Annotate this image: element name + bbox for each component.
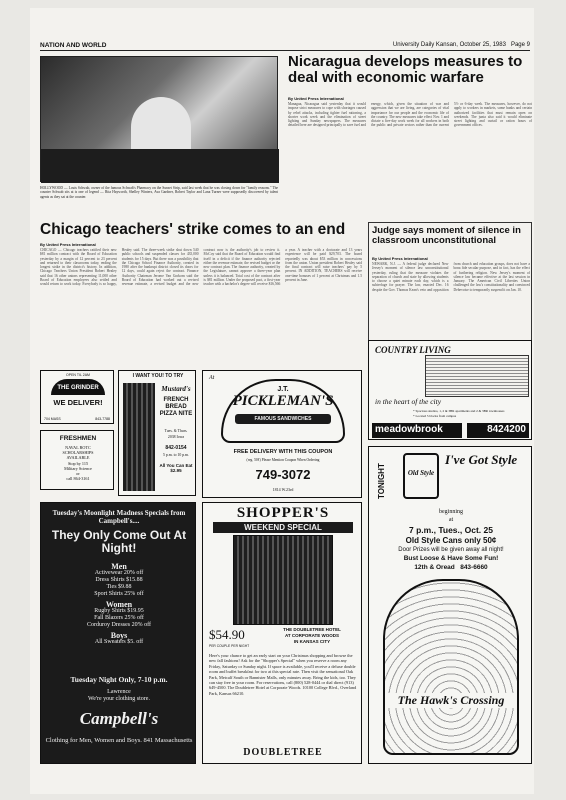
mustards-logo: Mustard's (161, 385, 191, 393)
oldstyle-date: 7 p.m., Tues., Oct. 25 (409, 525, 493, 535)
byline-chicago: By United Press International (40, 242, 96, 247)
men-item: Dress Shirts $15.88 (95, 577, 143, 583)
picklemans-address: 1814 W.23rd (272, 487, 294, 492)
ad-grinder[interactable] (40, 370, 114, 424)
mustards-address: 2038 Iowa (167, 435, 185, 439)
picklemans-phone: 749-3072 (255, 467, 311, 482)
doubletree-logo: DOUBLETREE (243, 747, 323, 758)
mustards-phone: 842-0154 (165, 445, 187, 451)
story-judge-body: NEWARK, N.J. — A federal judge declared New Jersey's moment of silence law unconstitutional yesterday, ruling that the measure violates the separation of church and state by allowing students to choose a quiet minute each day, which is a subterfuge for prayer. The law, enacted Dec. 16 despite the Gov. Thomas Kean's veto and opposition from church and education groups, does not have a bona fide secular purpose, and in fact, has the effect of furthering religion. New Jersey's moment of silence law became effective at the last session in January. The American Civil Liberties Union challenged the law's constitutionality and convinced Debevoise to temporarily suspend it on Jan. 10. (372, 262, 530, 292)
page-number: Page 9 (510, 42, 530, 48)
picklemans-at: At (209, 375, 215, 381)
women-item: Rugby Shirts $19.95 (94, 608, 144, 614)
campbells-promo-1: Lawrence (107, 689, 131, 695)
shoppers-hotel-3: IN KANSAS CITY (293, 639, 331, 644)
ad-meadowbrook[interactable] (368, 340, 532, 440)
rotc-line-4: Stop by 115 (67, 460, 89, 466)
meadowbrook-note: * Spacious studios, 1, 2 & 3BR apartments and 2 & 3BR townhouses (413, 409, 505, 413)
shoppers-price-note: PER COUPLE PER NIGHT (209, 644, 250, 648)
shoppers-body: Here's your chance to get an early start on your Christmas shopping and browse the new fall fashions! Ask for the "Shopper's Special" when you reserve a room any Friday, Saturday or Sunday night. If space is available, you'll receive a deluxe double room and buffet breakfast for two at this special rate. Then visit the sensational Oak Park, Metcalf South or Bannister Malls, only minutes away. Bring the kids, too. They can stay free in your room. For reservations, call (800) 528-0444 or dial direct (913) 649-4500. The Doubletree Hotel at Corporate Woods. 10100 College Blvd., Overland Park, Kansas 66210. (209, 653, 357, 696)
picklemans-logo (221, 379, 345, 443)
picklemans-name: PICKLEMAN'S (232, 393, 334, 409)
campbells-promo-2: We're your clothing store. (88, 696, 150, 702)
mustards-sub-note: Tues. & Thurs. (164, 429, 188, 433)
shoppers-price: $54.90 (209, 627, 245, 642)
rotc-line-3: AVAILABLE (66, 455, 90, 461)
oldstyle-special: Old Style Cans only 50¢ (405, 536, 497, 545)
rotc-line-1: NAVAL ROTC (65, 445, 91, 450)
ad-mustards[interactable] (118, 370, 196, 496)
men-item: Sport Shirts 25% off (94, 591, 144, 597)
rotc-details (41, 445, 114, 481)
ad-old-style[interactable] (368, 446, 532, 764)
ad-rotc[interactable] (40, 430, 114, 490)
headline-judge: Judge says moment of silence in classroom unconstitutional (372, 225, 521, 246)
shopping-bags-illustration (233, 535, 333, 625)
mustards-headline: I WANT YOU! TO TRY (132, 373, 184, 379)
hawks-crossing-illustration (383, 579, 519, 755)
mustards-time: 5 p.m. to 10 p.m. (163, 453, 189, 457)
old-style-can-logo: Old Style (403, 453, 439, 499)
rotc-line-5: Military Science (64, 465, 92, 471)
shoppers-hotel-2: AT CORPORATE WOODS (284, 633, 340, 638)
mustards-item: FRENCH BREAD PIZZA NITE (159, 397, 193, 417)
oldstyle-promo: I've Got Style (445, 452, 518, 467)
grinder-tagline: WE DELIVER! (53, 398, 103, 407)
section-title: NATION AND WORLD (40, 42, 107, 49)
oldstyle-prizes: Door Prizes will be given away all night! (398, 547, 504, 553)
ad-shoppers-special[interactable] (202, 502, 362, 764)
men-item: Ties $9.88 (106, 584, 132, 590)
photo-subject (131, 97, 191, 157)
shoppers-hotel-1: THE DOUBLETREE HOTEL (283, 627, 341, 632)
men-title: Men (111, 562, 127, 571)
country-scene-illustration (425, 355, 529, 397)
photo-caption: HOLLYWOOD — Louis Schwab, owner of the famous Schwab's Pharmacy on the Sunset Strip, said last week that he was closing down for "family reasons." The counter Schwab sits at is one of legend — Rita Hayworth, Shelley Winters, Ava Gardner, Robert Taylor and Lana Turner were supposedly discovered by talent agents as they sat at the counter. (40, 186, 278, 199)
campbells-logo: Campbell's (79, 709, 159, 728)
rotc-line-7: call 864-3161 (66, 476, 90, 482)
dateline: University Daily Kansan, October 25, 1983 (392, 42, 506, 48)
women-item: Corduroy Dresses 20% off (86, 622, 152, 628)
page-header (40, 41, 530, 51)
rotc-line-2: SCHOLARSHIPS (62, 450, 94, 456)
boys-item: All Sweaters $5. off (94, 639, 144, 645)
oldstyle-phone: 843-6660 (460, 564, 488, 571)
picklemans-delivery: FREE DELIVERY WITH THIS COUPON (233, 449, 333, 455)
picklemans-ribbon: FAMOUS SANDWICHES (235, 414, 331, 424)
byline-judge: By United Press International (372, 256, 428, 261)
rotc-title: FRESHMEN (59, 435, 97, 442)
hawks-crossing-logo: The Hawk's Crossing (385, 693, 517, 708)
picklemans-fine-print: (reg. 50¢) Please Mention Coupon When Ordering (246, 458, 320, 462)
women-title: Women (105, 600, 133, 609)
shoppers-title-1: SHOPPER'S (236, 505, 330, 521)
ad-picklemans[interactable] (202, 370, 362, 498)
oldstyle-beginning: beginning (439, 509, 463, 515)
grinder-phone: 843-7788 (95, 417, 110, 421)
photo-counter (41, 149, 279, 183)
meadowbrook-subtitle: in the heart of the city (375, 397, 442, 406)
meadowbrook-note-2: * Located 5 blocks from campus (413, 414, 457, 418)
uncle-sam-illustration (123, 383, 155, 491)
ad-campbells[interactable] (40, 502, 196, 764)
grinder-logo: THE GRINDER (51, 379, 105, 395)
oldstyle-tonight: TONIGHT (377, 463, 386, 499)
shoppers-title-2: WEEKEND SPECIAL (213, 522, 353, 533)
mustards-deal: All You Can Eat $2.95 (159, 463, 193, 473)
boys-title: Boys (110, 631, 128, 640)
oldstyle-bus: Bust Loose & Have Some Fun! (403, 555, 499, 562)
headline-chicago: Chicago teachers' strike comes to an end (40, 221, 346, 238)
campbells-time: Tuesday Night Only, 7-10 p.m. (70, 675, 168, 684)
grinder-hours: OPEN TIL 2AM (66, 373, 90, 377)
campbells-footer: Clothing for Men, Women and Boys. 841 Massachusetts (45, 737, 193, 744)
headline-nicaragua: Nicaragua develops measures to deal with economic warfare (288, 53, 523, 86)
campbells-headline: They Only Come Out At Night! (51, 528, 187, 555)
byline-nicaragua: By United Press International (288, 96, 344, 101)
meadowbrook-title: COUNTRY LIVING (375, 345, 451, 355)
grinder-address: 704 MASS (44, 417, 61, 421)
schwab-photo (40, 56, 278, 182)
meadowbrook-logo: meadowbrook (372, 423, 462, 438)
rotc-line-6: or (76, 471, 80, 477)
story-chicago-body: CHICAGO — Chicago teachers ratified their new $81 million contract with the Board of Education yesterday by a margin of 12 percent to 23 percent and returned to their classrooms today, ending the longest strike in the district's history. In addition, Chicago Teachers Union President Robert Healey said that 16 other unions representing 11,000 other Board of Education employees also settled and would return to work today. Everybody is so happy, Healey said. The three-week strike shut down 540 public schools and suspended classes for 435,000 students for 15 days. But there was a possibility that the Chicago School Finance Authority, created in 1980 after the bankrupt district closed its doors for 12 days, could again reject the contract. Finance Authority Chairman Jerome Van Gorkom said the Board of Education had worked out a revised revenue estimate, a revised budget and the new contract now is the authority's job to review it. McCoy said that the Board of Education would find itself in a deficit if the finance authority rejected either the revenue estimate, the revised budget or the new contract plan. The finance authority, created by the Legislature, cannot approve a three-year plan unless it is balanced. Total cost of the contract after is $81 million. Under the proposed pact, a first-year teacher with a bachelor's degree will receive $16,566 a year. A teacher with a doctorate and 13 years experience will be paid $29,703. The board reportedly was about $53 million in concessions from the union. Union president Robert Healey said the final contract will raise teachers' pay by 5 percent. IN ADDITION, TEACHERS will receive one-time bonuses of 1 percent at Christmas and 1.5 percent in June. (40, 248, 362, 287)
meadowbrook-phone: 8424200 (467, 423, 529, 438)
campbells-specials (45, 563, 193, 646)
women-item: Fall Blazers 25% off (94, 615, 144, 621)
picklemans-initials: J.T. (277, 386, 289, 393)
oldstyle-address: 12th & Oread (414, 564, 455, 571)
campbells-intro: Tuesday's Moonlight Madness Specials from Campbell's.... (52, 509, 186, 525)
oldstyle-at: at (448, 517, 454, 523)
men-item: Activewear 20% off (94, 570, 144, 576)
story-nicaragua-body: Managua, Nicaragua said yesterday that it would impose strict measures to cope with shortages caused by rebel attacks, including tighter fuel rationing, a shorter work week and the elimination of street lighting and Sunday newspapers. The measures detailed here are designed principally to save fuel and energy, which, given the situation of war and aggression that we are living, are categories of vital importance for our people and the economic life of the country. The new measures take effect Nov. 1 and dictate a five-day work week for all workers in both the public and private sectors rather than the current 5½ or 6-day week. The measures, however, do not apply to workers in markets, some banks and certain authorized facilities that must remain open on weekends. The junta also said it would eliminate street lighting and curtail or ration hours of government offices. (288, 102, 532, 128)
